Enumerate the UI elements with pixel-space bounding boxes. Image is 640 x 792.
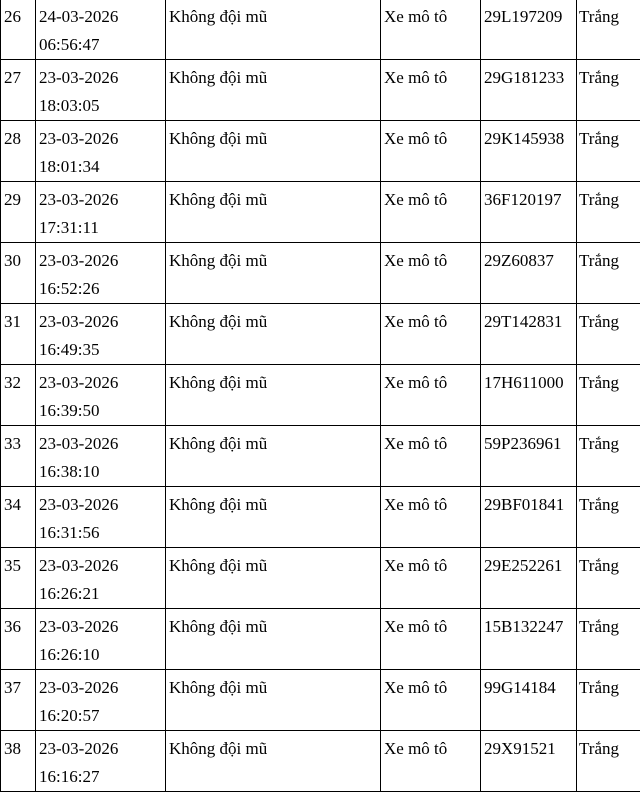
vehicle-type-cell: Xe mô tô [381,243,481,304]
table-row [1,243,640,304]
license-plate-cell: 29E252261 [481,548,577,609]
datetime-cell [36,487,166,548]
license-plate-cell: 29T142831 [481,304,577,365]
plate-color-cell: Trắng [577,365,640,426]
table-row [1,304,640,365]
violation-time: 17:31:11 [39,214,162,242]
violation-time: 16:31:56 [39,519,162,547]
violation-date: 23-03-2026 [39,552,162,580]
violation-date: 23-03-2026 [39,308,162,336]
plate-color-cell: Trắng [577,548,640,609]
violation-time: 16:16:27 [39,763,162,791]
plate-color-cell: Trắng [577,487,640,548]
violation-cell: Không đội mũ [166,487,381,548]
table-row [1,60,640,121]
vehicle-type-cell: Xe mô tô [381,426,481,487]
table-row [1,0,640,60]
row-number-cell: 33 [1,426,36,487]
datetime-cell [36,182,166,243]
violation-time: 16:52:26 [39,275,162,303]
datetime-cell [36,609,166,670]
violation-date: 23-03-2026 [39,491,162,519]
violation-cell: Không đội mũ [166,243,381,304]
plate-color-cell: Trắng [577,0,640,60]
violation-cell: Không đội mũ [166,365,381,426]
violations-table-body [1,0,640,792]
row-number-cell: 37 [1,670,36,731]
datetime-cell [36,243,166,304]
row-number-cell: 27 [1,60,36,121]
license-plate-cell: 29L197209 [481,0,577,60]
violation-date: 23-03-2026 [39,674,162,702]
violation-time: 06:56:47 [39,31,162,59]
plate-color-cell: Trắng [577,60,640,121]
datetime-cell [36,365,166,426]
row-number-cell: 29 [1,182,36,243]
violation-cell: Không đội mũ [166,0,381,60]
datetime-cell [36,548,166,609]
vehicle-type-cell: Xe mô tô [381,0,481,60]
table-row [1,548,640,609]
license-plate-cell: 29G181233 [481,60,577,121]
violation-date: 23-03-2026 [39,64,162,92]
datetime-cell [36,0,166,60]
plate-color-cell: Trắng [577,243,640,304]
row-number-cell: 35 [1,548,36,609]
table-row [1,670,640,731]
row-number-cell: 31 [1,304,36,365]
license-plate-cell: 29X91521 [481,731,577,792]
violation-cell: Không đội mũ [166,609,381,670]
datetime-cell [36,426,166,487]
violation-date: 23-03-2026 [39,735,162,763]
plate-color-cell: Trắng [577,182,640,243]
vehicle-type-cell: Xe mô tô [381,548,481,609]
license-plate-cell: 17H611000 [481,365,577,426]
vehicle-type-cell: Xe mô tô [381,670,481,731]
license-plate-cell: 29K145938 [481,121,577,182]
violation-cell: Không đội mũ [166,60,381,121]
plate-color-cell: Trắng [577,426,640,487]
row-number-cell: 26 [1,0,36,60]
table-row [1,487,640,548]
row-number-cell: 34 [1,487,36,548]
datetime-cell [36,60,166,121]
violation-cell: Không đội mũ [166,182,381,243]
table-row [1,182,640,243]
table-row [1,609,640,670]
license-plate-cell: 59P236961 [481,426,577,487]
violation-date: 23-03-2026 [39,247,162,275]
license-plate-cell: 29Z60837 [481,243,577,304]
plate-color-cell: Trắng [577,670,640,731]
plate-color-cell: Trắng [577,609,640,670]
table-row [1,365,640,426]
license-plate-cell: 36F120197 [481,182,577,243]
violation-time: 18:01:34 [39,153,162,181]
violation-cell: Không đội mũ [166,121,381,182]
vehicle-type-cell: Xe mô tô [381,731,481,792]
row-number-cell: 30 [1,243,36,304]
license-plate-cell: 99G14184 [481,670,577,731]
vehicle-type-cell: Xe mô tô [381,365,481,426]
plate-color-cell: Trắng [577,304,640,365]
violation-cell: Không đội mũ [166,304,381,365]
table-row [1,731,640,792]
plate-color-cell: Trắng [577,731,640,792]
violation-time: 16:20:57 [39,702,162,730]
violation-date: 24-03-2026 [39,3,162,31]
datetime-cell [36,731,166,792]
row-number-cell: 28 [1,121,36,182]
vehicle-type-cell: Xe mô tô [381,487,481,548]
violation-time: 16:38:10 [39,458,162,486]
vehicle-type-cell: Xe mô tô [381,60,481,121]
violation-cell: Không đội mũ [166,548,381,609]
violation-date: 23-03-2026 [39,186,162,214]
violation-date: 23-03-2026 [39,369,162,397]
license-plate-cell: 29BF01841 [481,487,577,548]
violation-time: 16:26:21 [39,580,162,608]
violation-cell: Không đội mũ [166,731,381,792]
violation-date: 23-03-2026 [39,430,162,458]
violation-time: 16:26:10 [39,641,162,669]
license-plate-cell: 15B132247 [481,609,577,670]
violation-cell: Không đội mũ [166,670,381,731]
datetime-cell [36,304,166,365]
violation-time: 16:49:35 [39,336,162,364]
violation-cell: Không đội mũ [166,426,381,487]
table-row [1,426,640,487]
row-number-cell: 32 [1,365,36,426]
violation-date: 23-03-2026 [39,125,162,153]
violation-time: 18:03:05 [39,92,162,120]
violation-time: 16:39:50 [39,397,162,425]
vehicle-type-cell: Xe mô tô [381,609,481,670]
datetime-cell [36,670,166,731]
vehicle-type-cell: Xe mô tô [381,121,481,182]
violation-date: 23-03-2026 [39,613,162,641]
vehicle-type-cell: Xe mô tô [381,304,481,365]
plate-color-cell: Trắng [577,121,640,182]
datetime-cell [36,121,166,182]
row-number-cell: 36 [1,609,36,670]
table-row [1,121,640,182]
row-number-cell: 38 [1,731,36,792]
vehicle-type-cell: Xe mô tô [381,182,481,243]
